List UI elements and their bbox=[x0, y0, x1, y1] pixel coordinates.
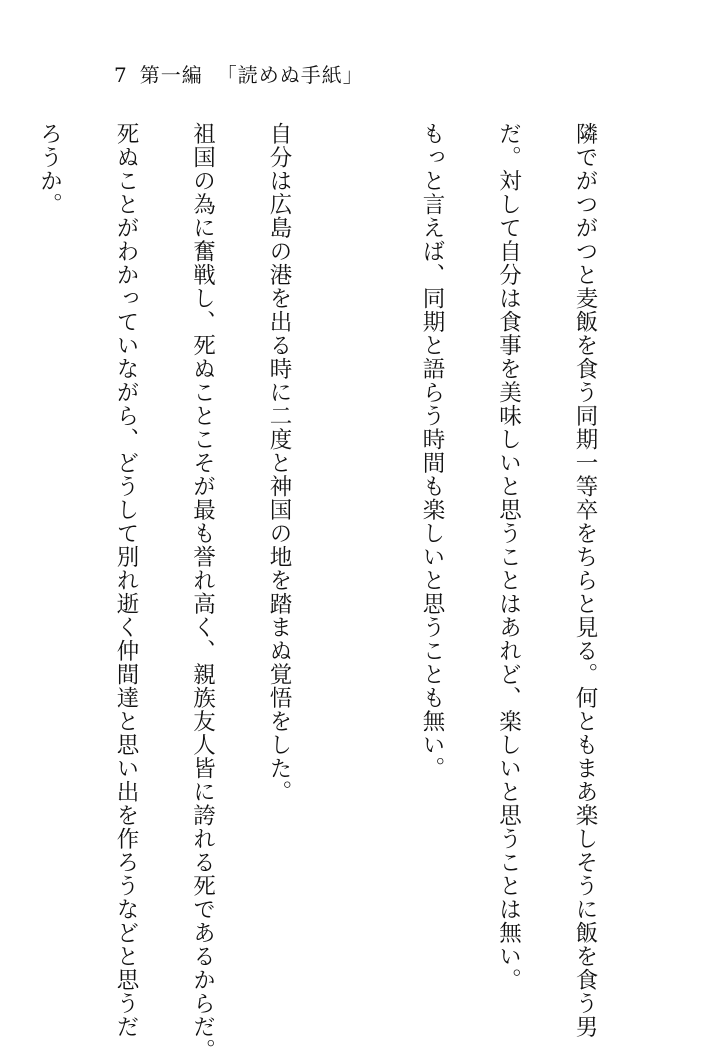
page-header bbox=[114, 60, 474, 90]
text-line: だ。対して自分は食事を美味しいと思うことはあれど、楽しいと思うことは無い。 bbox=[495, 122, 522, 992]
text-line: 死ぬことがわかっていながら、どうして別れ逝く仲間達と思い出を作ろうなどと思うだ bbox=[113, 122, 139, 1039]
chapter-title: 「読めぬ手紙」 bbox=[216, 63, 364, 87]
text-line: 隣でがつがつと麦飯を食う同期一等卒をちらと見る。何ともまあ楽しそうに飯を食う男 bbox=[572, 122, 598, 1039]
blank-line bbox=[342, 122, 368, 972]
text-line: 自分は広島の港を出る時に二度と神国の地を踏まぬ覚悟をした。 bbox=[266, 122, 292, 804]
text-line: 祖国の為に奮戦し、死ぬことこそが最も誉れ高く、親族友人皆に誇れる死であるからだ。 bbox=[189, 122, 216, 1062]
text-line: ろうか。 bbox=[36, 122, 63, 216]
chapter-label: 第一編 bbox=[139, 63, 203, 87]
page-number: 7 bbox=[114, 63, 128, 87]
vertical-text-body bbox=[36, 122, 648, 1062]
text-line: もっと言えば、同期と語らう時間も楽しいと思うことも無い。 bbox=[419, 122, 445, 780]
